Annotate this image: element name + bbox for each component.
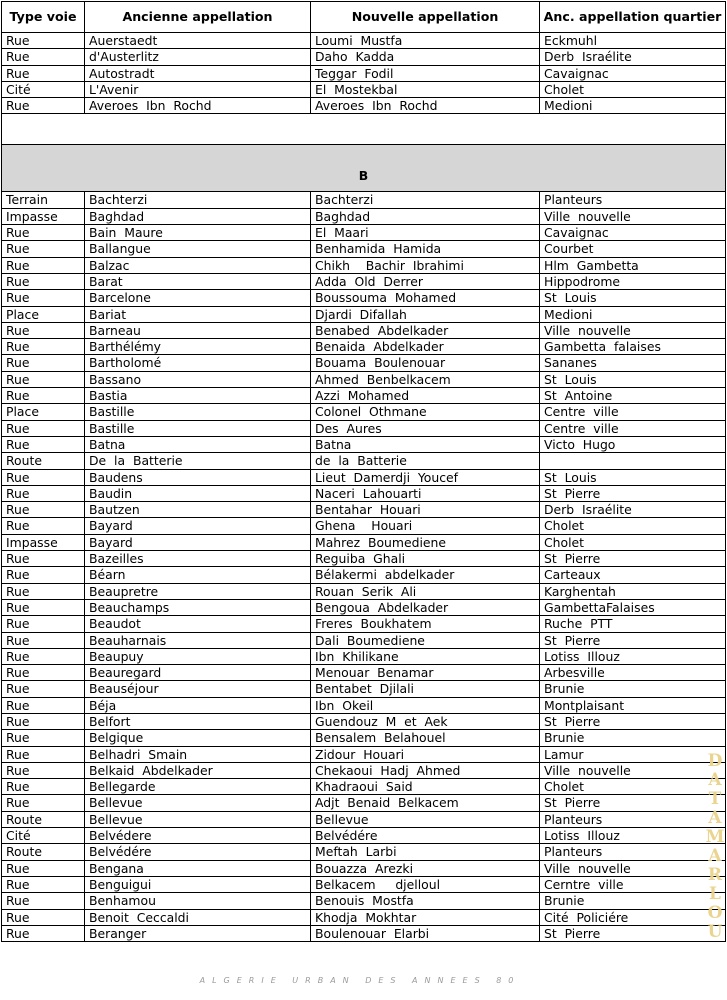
table-row bbox=[2, 599, 726, 615]
table-row bbox=[2, 681, 726, 697]
cell-nouvelle-appellation: Teggar Fodil bbox=[311, 65, 540, 81]
cell-type-voie: Rue bbox=[2, 65, 85, 81]
cell-anc-appellation-quartier: Cité Policiére bbox=[540, 909, 726, 925]
table-row bbox=[2, 925, 726, 941]
cell-anc-appellation-quartier: Cavaignac bbox=[540, 225, 726, 241]
cell-nouvelle-appellation: Des Aures bbox=[311, 420, 540, 436]
side-watermark: DATAMARLOU bbox=[705, 751, 725, 942]
cell-anc-appellation-quartier: Planteurs bbox=[540, 811, 726, 827]
cell-nouvelle-appellation: Belvédére bbox=[311, 828, 540, 844]
cell-ancienne-appellation: Belfort bbox=[85, 713, 311, 729]
cell-anc-appellation-quartier: St Louis bbox=[540, 371, 726, 387]
table-row bbox=[2, 844, 726, 860]
cell-nouvelle-appellation: Bouama Boulenouar bbox=[311, 355, 540, 371]
table-row bbox=[2, 404, 726, 420]
cell-ancienne-appellation: Belkaid Abdelkader bbox=[85, 762, 311, 778]
cell-ancienne-appellation: Bassano bbox=[85, 371, 311, 387]
table-row bbox=[2, 551, 726, 567]
cell-type-voie: Route bbox=[2, 844, 85, 860]
table-row bbox=[2, 469, 726, 485]
cell-type-voie: Rue bbox=[2, 33, 85, 49]
cell-type-voie: Rue bbox=[2, 388, 85, 404]
cell-nouvelle-appellation: El Mostekbal bbox=[311, 81, 540, 97]
cell-ancienne-appellation: Beauregard bbox=[85, 665, 311, 681]
cell-ancienne-appellation: Bastia bbox=[85, 388, 311, 404]
cell-nouvelle-appellation: Colonel Othmane bbox=[311, 404, 540, 420]
cell-nouvelle-appellation: Bentahar Houari bbox=[311, 502, 540, 518]
cell-ancienne-appellation: De la Batterie bbox=[85, 453, 311, 469]
cell-anc-appellation-quartier: St Pierre bbox=[540, 795, 726, 811]
cell-type-voie: Rue bbox=[2, 339, 85, 355]
cell-nouvelle-appellation: Naceri Lahouarti bbox=[311, 485, 540, 501]
cell-anc-appellation-quartier: St Louis bbox=[540, 290, 726, 306]
header-nouvelle-appellation: Nouvelle appellation bbox=[311, 2, 540, 33]
cell-ancienne-appellation: Belgique bbox=[85, 730, 311, 746]
table-row bbox=[2, 876, 726, 892]
cell-nouvelle-appellation: Benhamida Hamida bbox=[311, 241, 540, 257]
cell-type-voie: Rue bbox=[2, 225, 85, 241]
cell-type-voie: Rue bbox=[2, 436, 85, 452]
cell-type-voie: Route bbox=[2, 453, 85, 469]
cell-ancienne-appellation: Baudens bbox=[85, 469, 311, 485]
cell-nouvelle-appellation: Chekaoui Hadj Ahmed bbox=[311, 762, 540, 778]
cell-nouvelle-appellation: Khadraoui Said bbox=[311, 779, 540, 795]
table-row bbox=[2, 33, 726, 49]
cell-type-voie: Terrain bbox=[2, 192, 85, 208]
cell-nouvelle-appellation: Baghdad bbox=[311, 208, 540, 224]
cell-ancienne-appellation: Ballangue bbox=[85, 241, 311, 257]
cell-type-voie: Rue bbox=[2, 257, 85, 273]
cell-type-voie: Cité bbox=[2, 81, 85, 97]
table-row bbox=[2, 502, 726, 518]
cell-ancienne-appellation: Bellevue bbox=[85, 811, 311, 827]
table-row bbox=[2, 322, 726, 338]
cell-nouvelle-appellation: Bachterzi bbox=[311, 192, 540, 208]
section-b-rows bbox=[2, 192, 726, 942]
cell-nouvelle-appellation: Guendouz M et Aek bbox=[311, 713, 540, 729]
cell-nouvelle-appellation: Loumi Mustfa bbox=[311, 33, 540, 49]
cell-ancienne-appellation: Bachterzi bbox=[85, 192, 311, 208]
cell-ancienne-appellation: Beauchamps bbox=[85, 599, 311, 615]
cell-nouvelle-appellation: Reguiba Ghali bbox=[311, 551, 540, 567]
table-row bbox=[2, 616, 726, 632]
cell-type-voie: Rue bbox=[2, 469, 85, 485]
cell-type-voie: Rue bbox=[2, 485, 85, 501]
cell-ancienne-appellation: Barneau bbox=[85, 322, 311, 338]
cell-type-voie: Rue bbox=[2, 616, 85, 632]
cell-ancienne-appellation: Autostradt bbox=[85, 65, 311, 81]
table-row bbox=[2, 485, 726, 501]
cell-nouvelle-appellation: Mahrez Boumediene bbox=[311, 534, 540, 550]
cell-nouvelle-appellation: Djardi Difallah bbox=[311, 306, 540, 322]
cell-ancienne-appellation: Belvédére bbox=[85, 844, 311, 860]
cell-anc-appellation-quartier: Arbesville bbox=[540, 665, 726, 681]
cell-nouvelle-appellation: Khodja Mokhtar bbox=[311, 909, 540, 925]
cell-ancienne-appellation: Balzac bbox=[85, 257, 311, 273]
table-row bbox=[2, 208, 726, 224]
cell-ancienne-appellation: Beauharnais bbox=[85, 632, 311, 648]
header-type-voie: Type voie bbox=[2, 2, 85, 33]
cell-ancienne-appellation: Baudin bbox=[85, 485, 311, 501]
cell-anc-appellation-quartier: St Antoine bbox=[540, 388, 726, 404]
cell-anc-appellation-quartier: St Louis bbox=[540, 469, 726, 485]
table-row bbox=[2, 567, 726, 583]
cell-anc-appellation-quartier: St Pierre bbox=[540, 925, 726, 941]
cell-type-voie: Rue bbox=[2, 681, 85, 697]
cell-anc-appellation-quartier: Ville nouvelle bbox=[540, 762, 726, 778]
table-row bbox=[2, 518, 726, 534]
cell-ancienne-appellation: d'Austerlitz bbox=[85, 49, 311, 65]
cell-nouvelle-appellation: Azzi Mohamed bbox=[311, 388, 540, 404]
cell-anc-appellation-quartier: St Pierre bbox=[540, 551, 726, 567]
cell-nouvelle-appellation: Averoes Ibn Rochd bbox=[311, 98, 540, 114]
cell-anc-appellation-quartier: Planteurs bbox=[540, 844, 726, 860]
cell-ancienne-appellation: Barat bbox=[85, 273, 311, 289]
table-row bbox=[2, 795, 726, 811]
cell-ancienne-appellation: Benguigui bbox=[85, 876, 311, 892]
cell-anc-appellation-quartier: Brunie bbox=[540, 681, 726, 697]
cell-type-voie: Impasse bbox=[2, 208, 85, 224]
cell-ancienne-appellation: Beaudot bbox=[85, 616, 311, 632]
cell-anc-appellation-quartier: Ruche PTT bbox=[540, 616, 726, 632]
table-row bbox=[2, 665, 726, 681]
cell-ancienne-appellation: Belhadri Smain bbox=[85, 746, 311, 762]
cell-ancienne-appellation: Beaupretre bbox=[85, 583, 311, 599]
cell-type-voie: Rue bbox=[2, 746, 85, 762]
cell-ancienne-appellation: Bautzen bbox=[85, 502, 311, 518]
cell-nouvelle-appellation: Zidour Houari bbox=[311, 746, 540, 762]
cell-anc-appellation-quartier: Karghentah bbox=[540, 583, 726, 599]
cell-type-voie: Rue bbox=[2, 98, 85, 114]
cell-type-voie: Rue bbox=[2, 583, 85, 599]
table-row bbox=[2, 453, 726, 469]
table-row bbox=[2, 273, 726, 289]
cell-type-voie: Rue bbox=[2, 779, 85, 795]
cell-anc-appellation-quartier: Brunie bbox=[540, 730, 726, 746]
cell-type-voie: Place bbox=[2, 306, 85, 322]
cell-nouvelle-appellation: Bentabet Djilali bbox=[311, 681, 540, 697]
cell-ancienne-appellation: Bastille bbox=[85, 404, 311, 420]
table-row bbox=[2, 371, 726, 387]
cell-anc-appellation-quartier: Planteurs bbox=[540, 192, 726, 208]
cell-ancienne-appellation: Bayard bbox=[85, 518, 311, 534]
table-row bbox=[2, 81, 726, 97]
cell-type-voie: Rue bbox=[2, 273, 85, 289]
cell-type-voie: Rue bbox=[2, 632, 85, 648]
cell-nouvelle-appellation: Chikh Bachir Ibrahimi bbox=[311, 257, 540, 273]
table-row bbox=[2, 632, 726, 648]
cell-nouvelle-appellation: Boussouma Mohamed bbox=[311, 290, 540, 306]
table-row bbox=[2, 648, 726, 664]
cell-anc-appellation-quartier: Sananes bbox=[540, 355, 726, 371]
cell-ancienne-appellation: Beauséjour bbox=[85, 681, 311, 697]
cell-type-voie: Rue bbox=[2, 502, 85, 518]
cell-type-voie: Rue bbox=[2, 599, 85, 615]
cell-type-voie: Rue bbox=[2, 551, 85, 567]
cell-anc-appellation-quartier: Derb Israélite bbox=[540, 49, 726, 65]
table-row bbox=[2, 779, 726, 795]
table-row bbox=[2, 290, 726, 306]
cell-anc-appellation-quartier: Gambetta falaises bbox=[540, 339, 726, 355]
cell-anc-appellation-quartier: Derb Israélite bbox=[540, 502, 726, 518]
cell-nouvelle-appellation: Benabed Abdelkader bbox=[311, 322, 540, 338]
cell-type-voie: Rue bbox=[2, 371, 85, 387]
cell-anc-appellation-quartier: Lotiss Illouz bbox=[540, 828, 726, 844]
cell-type-voie: Rue bbox=[2, 697, 85, 713]
cell-anc-appellation-quartier: Centre ville bbox=[540, 420, 726, 436]
cell-type-voie: Rue bbox=[2, 860, 85, 876]
table-row bbox=[2, 192, 726, 208]
cell-nouvelle-appellation: Ahmed Benbelkacem bbox=[311, 371, 540, 387]
cell-anc-appellation-quartier: St Pierre bbox=[540, 632, 726, 648]
table-row bbox=[2, 257, 726, 273]
cell-anc-appellation-quartier: Cholet bbox=[540, 779, 726, 795]
cell-ancienne-appellation: Béja bbox=[85, 697, 311, 713]
cell-type-voie: Rue bbox=[2, 925, 85, 941]
cell-ancienne-appellation: Baghdad bbox=[85, 208, 311, 224]
cell-anc-appellation-quartier: Hlm Gambetta bbox=[540, 257, 726, 273]
street-names-table bbox=[1, 1, 726, 942]
cell-nouvelle-appellation: Adjt Benaid Belkacem bbox=[311, 795, 540, 811]
cell-nouvelle-appellation: Benaida Abdelkader bbox=[311, 339, 540, 355]
cell-anc-appellation-quartier: Brunie bbox=[540, 893, 726, 909]
table-row bbox=[2, 420, 726, 436]
table-row bbox=[2, 730, 726, 746]
cell-anc-appellation-quartier: Medioni bbox=[540, 98, 726, 114]
cell-type-voie: Rue bbox=[2, 355, 85, 371]
cell-ancienne-appellation: Bellevue bbox=[85, 795, 311, 811]
cell-nouvelle-appellation: Menouar Benamar bbox=[311, 665, 540, 681]
cell-anc-appellation-quartier: Lamur bbox=[540, 746, 726, 762]
cell-ancienne-appellation: Benhamou bbox=[85, 893, 311, 909]
cell-type-voie: Cité bbox=[2, 828, 85, 844]
cell-anc-appellation-quartier: Centre ville bbox=[540, 404, 726, 420]
table-row bbox=[2, 65, 726, 81]
cell-nouvelle-appellation: Batna bbox=[311, 436, 540, 452]
cell-nouvelle-appellation: Boulenouar Elarbi bbox=[311, 925, 540, 941]
table-row bbox=[2, 241, 726, 257]
cell-ancienne-appellation: Bengana bbox=[85, 860, 311, 876]
cell-type-voie: Rue bbox=[2, 648, 85, 664]
cell-nouvelle-appellation: Benouis Mostfa bbox=[311, 893, 540, 909]
cell-type-voie: Rue bbox=[2, 713, 85, 729]
cell-type-voie: Rue bbox=[2, 665, 85, 681]
cell-nouvelle-appellation: Ibn Okeil bbox=[311, 697, 540, 713]
section-a-rows bbox=[2, 33, 726, 114]
cell-ancienne-appellation: Bartholomé bbox=[85, 355, 311, 371]
cell-anc-appellation-quartier: Cholet bbox=[540, 518, 726, 534]
cell-anc-appellation-quartier: St Pierre bbox=[540, 485, 726, 501]
cell-ancienne-appellation: Beaupuy bbox=[85, 648, 311, 664]
cell-type-voie: Impasse bbox=[2, 534, 85, 550]
cell-nouvelle-appellation: Meftah Larbi bbox=[311, 844, 540, 860]
cell-ancienne-appellation: Averoes Ibn Rochd bbox=[85, 98, 311, 114]
cell-ancienne-appellation: Bastille bbox=[85, 420, 311, 436]
cell-ancienne-appellation: Belvédere bbox=[85, 828, 311, 844]
cell-type-voie: Rue bbox=[2, 795, 85, 811]
table-row bbox=[2, 893, 726, 909]
cell-type-voie: Place bbox=[2, 404, 85, 420]
section-b-header bbox=[2, 114, 726, 192]
cell-anc-appellation-quartier: Courbet bbox=[540, 241, 726, 257]
table-row bbox=[2, 746, 726, 762]
cell-type-voie: Rue bbox=[2, 762, 85, 778]
cell-nouvelle-appellation: Ghena Houari bbox=[311, 518, 540, 534]
cell-anc-appellation-quartier: Cerntre ville bbox=[540, 876, 726, 892]
cell-type-voie: Rue bbox=[2, 567, 85, 583]
cell-type-voie: Rue bbox=[2, 49, 85, 65]
cell-nouvelle-appellation: Dali Boumediene bbox=[311, 632, 540, 648]
cell-ancienne-appellation: Auerstaedt bbox=[85, 33, 311, 49]
cell-nouvelle-appellation: Bellevue bbox=[311, 811, 540, 827]
cell-type-voie: Rue bbox=[2, 730, 85, 746]
cell-anc-appellation-quartier: Cholet bbox=[540, 534, 726, 550]
cell-anc-appellation-quartier: Ville nouvelle bbox=[540, 322, 726, 338]
table-row bbox=[2, 860, 726, 876]
cell-nouvelle-appellation: Belkacem djelloul bbox=[311, 876, 540, 892]
table-row bbox=[2, 339, 726, 355]
cell-nouvelle-appellation: Bengoua Abdelkader bbox=[311, 599, 540, 615]
cell-ancienne-appellation: Béarn bbox=[85, 567, 311, 583]
bottom-watermark: ALGERIE URBAN DES ANNEES 80 bbox=[199, 976, 521, 985]
cell-ancienne-appellation: Benoit Ceccaldi bbox=[85, 909, 311, 925]
header-ancienne-appellation: Ancienne appellation bbox=[85, 2, 311, 33]
table-row bbox=[2, 98, 726, 114]
cell-nouvelle-appellation: Daho Kadda bbox=[311, 49, 540, 65]
cell-ancienne-appellation: Bayard bbox=[85, 534, 311, 550]
header-anc-appellation-quartier: Anc. appellation quartier bbox=[540, 2, 726, 33]
cell-ancienne-appellation: Bellegarde bbox=[85, 779, 311, 795]
table-row bbox=[2, 713, 726, 729]
cell-ancienne-appellation: L'Avenir bbox=[85, 81, 311, 97]
cell-ancienne-appellation: Barcelone bbox=[85, 290, 311, 306]
table-row bbox=[2, 534, 726, 550]
table-row bbox=[2, 388, 726, 404]
spacer-cell bbox=[2, 114, 726, 145]
cell-nouvelle-appellation: Freres Boukhatem bbox=[311, 616, 540, 632]
cell-type-voie: Rue bbox=[2, 322, 85, 338]
cell-nouvelle-appellation: de la Batterie bbox=[311, 453, 540, 469]
table-row bbox=[2, 762, 726, 778]
table-row bbox=[2, 225, 726, 241]
cell-type-voie: Rue bbox=[2, 893, 85, 909]
cell-type-voie: Rue bbox=[2, 876, 85, 892]
cell-anc-appellation-quartier: Cholet bbox=[540, 81, 726, 97]
cell-type-voie: Rue bbox=[2, 420, 85, 436]
cell-nouvelle-appellation: Rouan Serik Ali bbox=[311, 583, 540, 599]
cell-anc-appellation-quartier: Ville nouvelle bbox=[540, 860, 726, 876]
table-row bbox=[2, 828, 726, 844]
cell-anc-appellation-quartier: Carteaux bbox=[540, 567, 726, 583]
section-b-cell bbox=[2, 145, 726, 192]
cell-nouvelle-appellation: Bensalem Belahouel bbox=[311, 730, 540, 746]
cell-type-voie: Rue bbox=[2, 241, 85, 257]
cell-anc-appellation-quartier: St Pierre bbox=[540, 713, 726, 729]
cell-anc-appellation-quartier: Hippodrome bbox=[540, 273, 726, 289]
cell-anc-appellation-quartier: GambettaFalaises bbox=[540, 599, 726, 615]
cell-ancienne-appellation: Bazeilles bbox=[85, 551, 311, 567]
cell-type-voie: Rue bbox=[2, 518, 85, 534]
spacer-row bbox=[2, 114, 726, 145]
table-row bbox=[2, 49, 726, 65]
cell-anc-appellation-quartier: Lotiss Illouz bbox=[540, 648, 726, 664]
cell-anc-appellation-quartier: Eckmuhl bbox=[540, 33, 726, 49]
table-row bbox=[2, 697, 726, 713]
cell-nouvelle-appellation: El Maari bbox=[311, 225, 540, 241]
table-row bbox=[2, 306, 726, 322]
cell-anc-appellation-quartier: Montplaisant bbox=[540, 697, 726, 713]
cell-type-voie: Rue bbox=[2, 290, 85, 306]
cell-type-voie: Rue bbox=[2, 909, 85, 925]
section-b-label: B bbox=[358, 168, 369, 184]
table-row bbox=[2, 583, 726, 599]
table-row bbox=[2, 811, 726, 827]
cell-ancienne-appellation: Barthélémy bbox=[85, 339, 311, 355]
cell-ancienne-appellation: Bain Maure bbox=[85, 225, 311, 241]
cell-anc-appellation-quartier: Ville nouvelle bbox=[540, 208, 726, 224]
header-row bbox=[2, 2, 726, 33]
cell-nouvelle-appellation: Lieut Damerdji Youcef bbox=[311, 469, 540, 485]
cell-anc-appellation-quartier: Cavaignac bbox=[540, 65, 726, 81]
table-row bbox=[2, 355, 726, 371]
cell-ancienne-appellation: Batna bbox=[85, 436, 311, 452]
cell-ancienne-appellation: Beranger bbox=[85, 925, 311, 941]
table-row bbox=[2, 436, 726, 452]
cell-anc-appellation-quartier: Victo Hugo bbox=[540, 436, 726, 452]
cell-nouvelle-appellation: Bouazza Arezki bbox=[311, 860, 540, 876]
cell-nouvelle-appellation: Bélakermi abdelkader bbox=[311, 567, 540, 583]
cell-ancienne-appellation: Bariat bbox=[85, 306, 311, 322]
cell-nouvelle-appellation: Ibn Khilikane bbox=[311, 648, 540, 664]
cell-anc-appellation-quartier bbox=[540, 453, 726, 469]
table-row bbox=[2, 909, 726, 925]
cell-nouvelle-appellation: Adda Old Derrer bbox=[311, 273, 540, 289]
section-b-row bbox=[2, 145, 726, 192]
cell-type-voie: Route bbox=[2, 811, 85, 827]
cell-anc-appellation-quartier: Medioni bbox=[540, 306, 726, 322]
